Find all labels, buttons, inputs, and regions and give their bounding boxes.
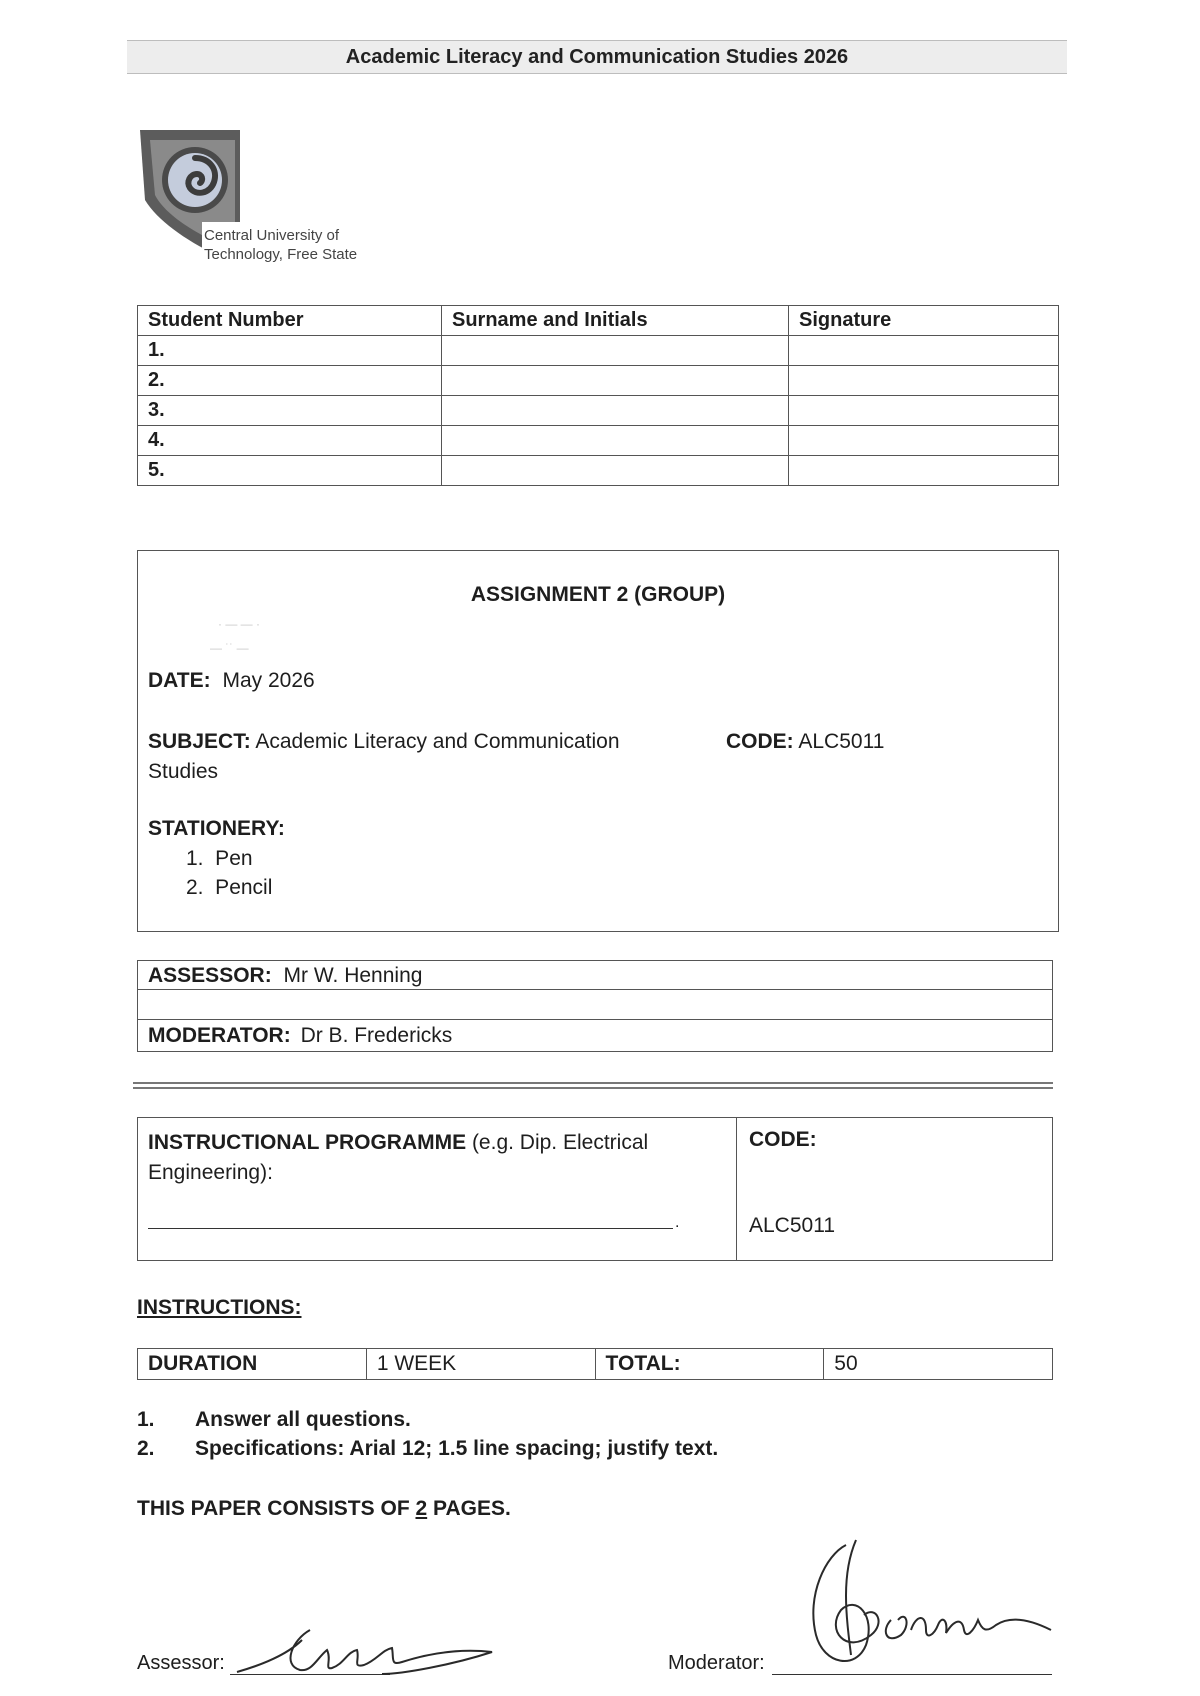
university-name <box>204 226 357 264</box>
assignment-title: ASSIGNMENT 2 (GROUP) <box>470 583 726 606</box>
table-row <box>138 456 1059 486</box>
row-number: 4. <box>138 426 442 456</box>
moderator-signature-icon <box>786 1535 1066 1680</box>
date-line <box>148 669 315 693</box>
duration-table <box>137 1348 1053 1380</box>
surname-cell[interactable] <box>442 426 789 456</box>
column-signature: Signature <box>789 306 1059 336</box>
assignment-details-box <box>137 550 1059 932</box>
instruction-item <box>137 1437 718 1461</box>
column-divider <box>736 1117 737 1261</box>
programme-code-label: CODE: <box>749 1128 817 1151</box>
subject-label: SUBJECT: <box>148 730 251 753</box>
assessor-signature-label: Assessor: <box>137 1652 225 1674</box>
total-label: TOTAL: <box>595 1349 824 1380</box>
instructions-heading: INSTRUCTIONS: <box>137 1296 302 1319</box>
instruction-text: Specifications: Arial 12; 1.5 line spacing; justify text. <box>195 1437 719 1460</box>
divider <box>133 1082 1053 1084</box>
university-name-line2: Technology, Free State <box>204 246 358 263</box>
faint-mark: — ˙˙ — <box>210 641 249 655</box>
stationery-item: 2. Pencil <box>186 876 273 899</box>
surname-cell[interactable] <box>442 456 789 486</box>
divider <box>133 1087 1053 1089</box>
moderator-label: MODERATOR: <box>148 1024 291 1047</box>
programme-label-line2: Engineering): <box>148 1161 273 1184</box>
surname-cell[interactable] <box>442 336 789 366</box>
moderator-signature-label: Moderator: <box>668 1652 765 1674</box>
subject-value: Academic Literacy and Communication <box>255 730 620 753</box>
column-student-number: Student Number <box>138 306 442 336</box>
faint-mark: · — — · <box>218 617 260 631</box>
page-header: Academic Literacy and Communication Studies 2026 <box>127 40 1067 74</box>
assessor-row <box>138 961 1052 990</box>
table-row <box>138 336 1059 366</box>
instruction-number: 1. <box>137 1408 155 1431</box>
programme-label-bold: INSTRUCTIONAL PROGRAMME <box>148 1131 467 1154</box>
total-value: 50 <box>824 1349 1053 1380</box>
programme-input-line[interactable] <box>148 1228 673 1229</box>
duration-value: 1 WEEK <box>366 1349 595 1380</box>
table-row <box>138 426 1059 456</box>
signature-cell[interactable] <box>789 396 1059 426</box>
row-number: 5. <box>138 456 442 486</box>
student-table <box>137 305 1059 486</box>
pages-count: 2 <box>415 1497 428 1520</box>
surname-cell[interactable] <box>442 366 789 396</box>
subject-line <box>148 727 668 787</box>
instruction-text: Answer all questions. <box>195 1408 411 1431</box>
signature-cell[interactable] <box>789 366 1059 396</box>
subject-value-line2: Studies <box>148 760 219 783</box>
row-number: 2. <box>138 366 442 396</box>
programme-label-rest: (e.g. Dip. Electrical <box>466 1131 649 1154</box>
instruction-number: 2. <box>137 1437 155 1460</box>
code-value: ALC5011 <box>798 730 885 753</box>
staff-box <box>137 960 1053 1052</box>
page-count-note <box>137 1497 511 1521</box>
programme-box <box>137 1117 1053 1261</box>
table-row <box>138 396 1059 426</box>
stationery-item: 1. Pen <box>186 847 253 870</box>
assessor-label: ASSESSOR: <box>148 964 272 987</box>
signature-cell[interactable] <box>789 456 1059 486</box>
blank-row <box>138 991 1052 1020</box>
table-row <box>138 1349 1053 1380</box>
moderator-name: Dr B. Fredericks <box>300 1024 453 1047</box>
code-line <box>726 727 884 757</box>
pages-suffix: PAGES. <box>427 1497 511 1520</box>
pages-prefix: THIS PAPER CONSISTS OF <box>137 1497 416 1520</box>
column-surname-initials: Surname and Initials <box>442 306 789 336</box>
signature-cell[interactable] <box>789 336 1059 366</box>
table-row <box>138 366 1059 396</box>
duration-label: DURATION <box>138 1349 367 1380</box>
surname-cell[interactable] <box>442 396 789 426</box>
programme-code-value: ALC5011 <box>749 1214 836 1237</box>
period-mark: . <box>675 1214 680 1231</box>
assessor-name: Mr W. Henning <box>283 964 423 987</box>
university-name-line1: Central University of <box>204 227 340 244</box>
moderator-row <box>138 1021 1052 1050</box>
instruction-item <box>137 1408 411 1432</box>
programme-label <box>148 1128 728 1188</box>
table-header-row <box>138 306 1059 336</box>
date-value: May 2026 <box>222 669 315 692</box>
code-label: CODE: <box>726 730 794 753</box>
date-label: DATE: <box>148 669 211 692</box>
row-number: 3. <box>138 396 442 426</box>
row-number: 1. <box>138 336 442 366</box>
signature-cell[interactable] <box>789 426 1059 456</box>
stationery-label: STATIONERY: <box>148 817 285 840</box>
assessor-signature-icon <box>232 1610 502 1680</box>
